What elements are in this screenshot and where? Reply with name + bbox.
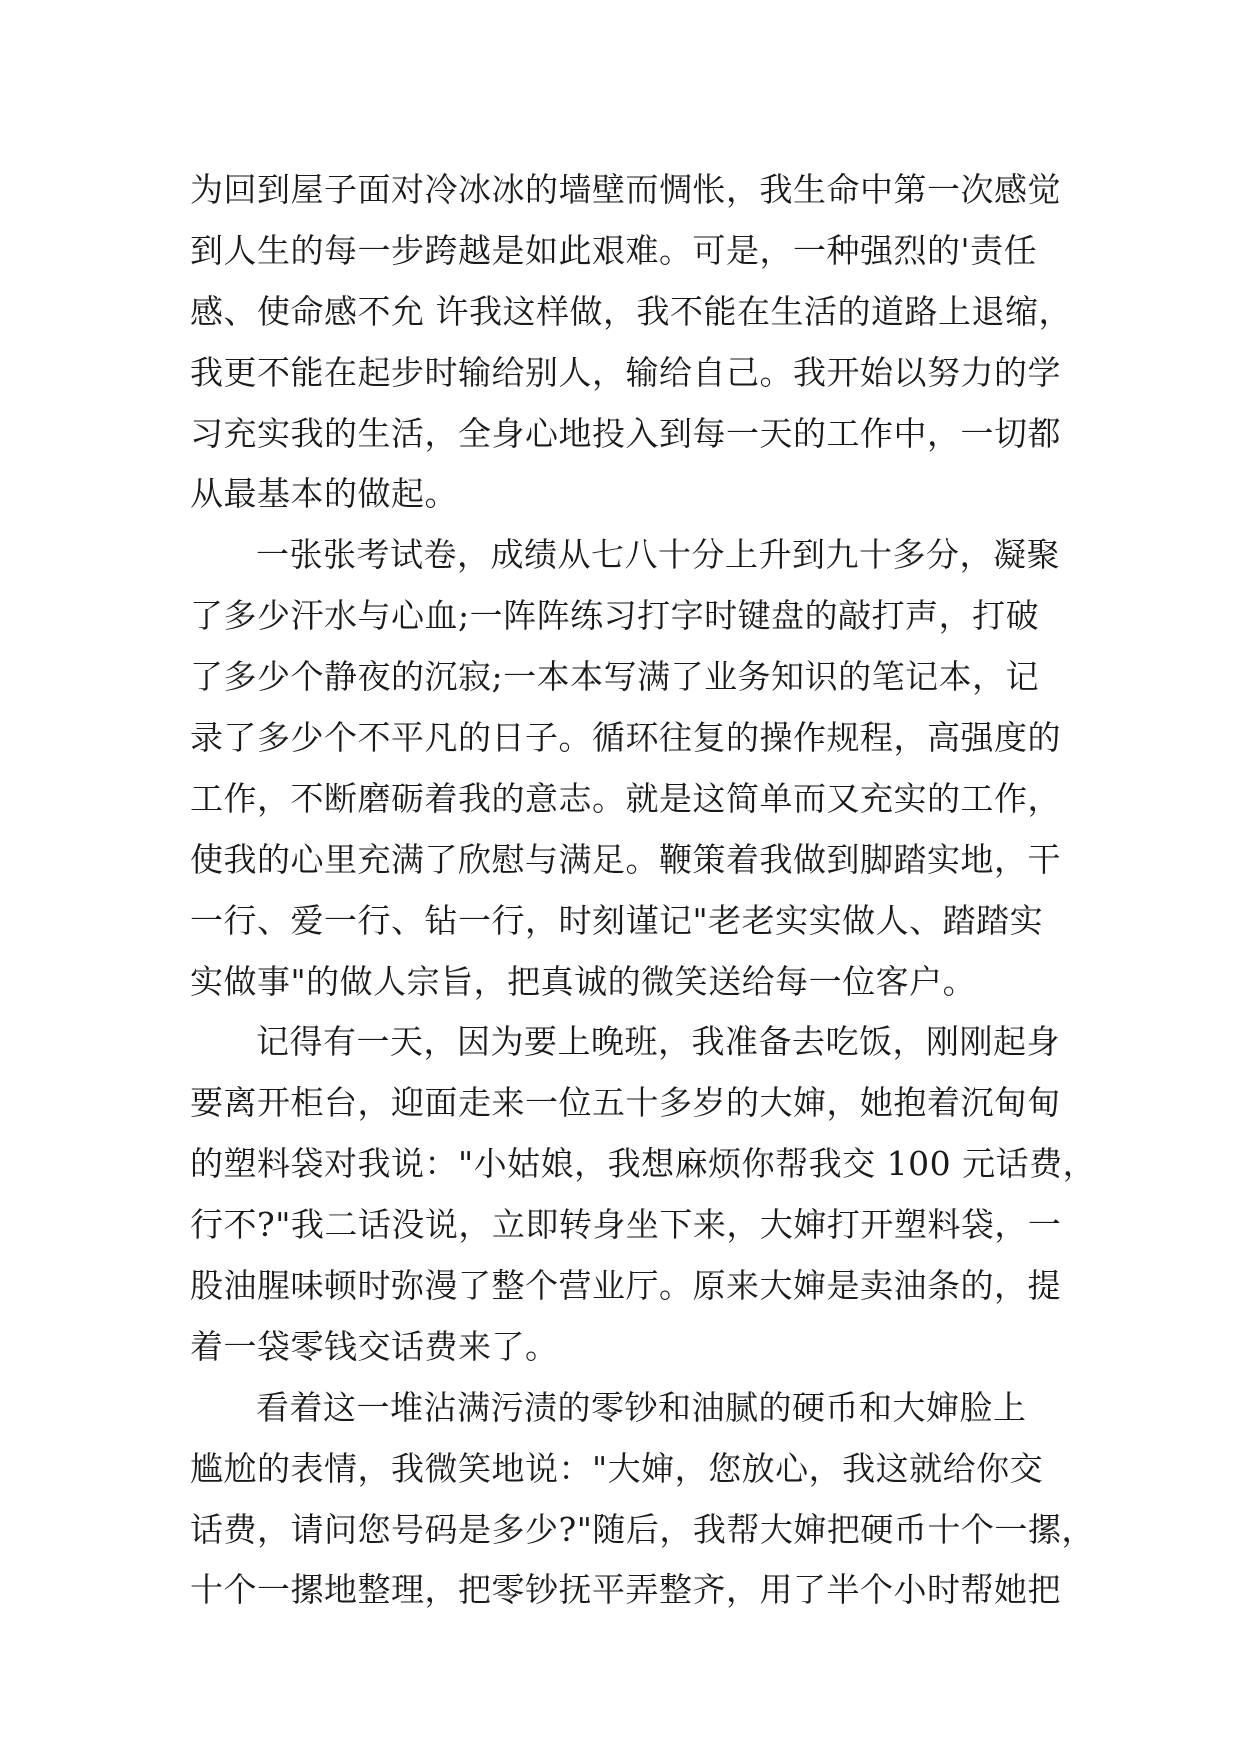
- text-line: 股油腥味顿时弥漫了整个营业厅。原来大婶是卖油条的，提: [190, 1266, 1061, 1306]
- text-line: 感、使命感不允 许我这样做，我不能在生活的道路上退缩，: [190, 291, 1072, 331]
- text-line: 了多少汗水与心血;一阵阵练习打字时键盘的敲打声，打破: [190, 596, 1040, 636]
- body-text: [190, 160, 1097, 1621]
- text-line: 为回到屋子面对冷冰冰的墙壁而惆怅，我生命中第一次感觉: [190, 170, 1061, 209]
- text-line: 一行、爱一行、钻一行，时刻谨记"老老实实做人、踏踏实: [190, 900, 1044, 940]
- text-line: 看着这一堆沾满污渍的零钞和油腻的硬币和大婶脸上: [256, 1387, 1027, 1427]
- text-line: 从最基本的做起。: [190, 474, 458, 514]
- text-line: 录了多少个不平凡的日子。循环往复的操作规程，高强度的: [190, 718, 1061, 758]
- text-line: 到人生的每一步跨越是如此艰难。可是，一种强烈的'责任: [190, 230, 1038, 270]
- text-line: 十个一摞地整理，把零钞抚平弄整齐，用了半个小时帮她把: [190, 1570, 1061, 1610]
- text-line: 了多少个静夜的沉寂;一本本写满了业务知识的笔记本，记: [190, 657, 1040, 697]
- text-line: 话费，请问您号码是多少?"随后，我帮大婶把硬币十个一摞，: [190, 1509, 1095, 1549]
- text-line: 尴尬的表情，我微笑地说："大婶，您放心，我这就给你交: [190, 1448, 1044, 1488]
- text-line: 记得有一天，因为要上晚班，我准备去吃饭，刚刚起身: [256, 1022, 1060, 1062]
- text-line: 一张张考试卷，成绩从七八十分上升到九十多分，凝聚: [256, 535, 1060, 575]
- text-line: 工作，不断磨砺着我的意志。就是这简单而又充实的工作，: [190, 778, 1061, 818]
- text-line: 要离开柜台，迎面走来一位五十多岁的大婶，她抱着沉甸甸: [190, 1083, 1061, 1123]
- text-line: 使我的心里充满了欣慰与满足。鞭策着我做到脚踏实地，干: [190, 839, 1061, 879]
- text-line: 的塑料袋对我说："小姑娘，我想麻烦你帮我交 100 元话费，: [190, 1144, 1097, 1184]
- text-line: 实做事"的做人宗旨，把真诚的微笑送给每一位客户。: [190, 961, 977, 1001]
- text-line: 着一袋零钱交话费来了。: [190, 1326, 559, 1366]
- text-line: 行不?"我二话没说，立即转身坐下来，大婶打开塑料袋，一: [190, 1205, 1062, 1245]
- text-line: 我更不能在起步时输给别人，输给自己。我开始以努力的学: [190, 352, 1061, 392]
- text-line: 习充实我的生活，全身心地投入到每一天的工作中，一切都: [190, 413, 1061, 453]
